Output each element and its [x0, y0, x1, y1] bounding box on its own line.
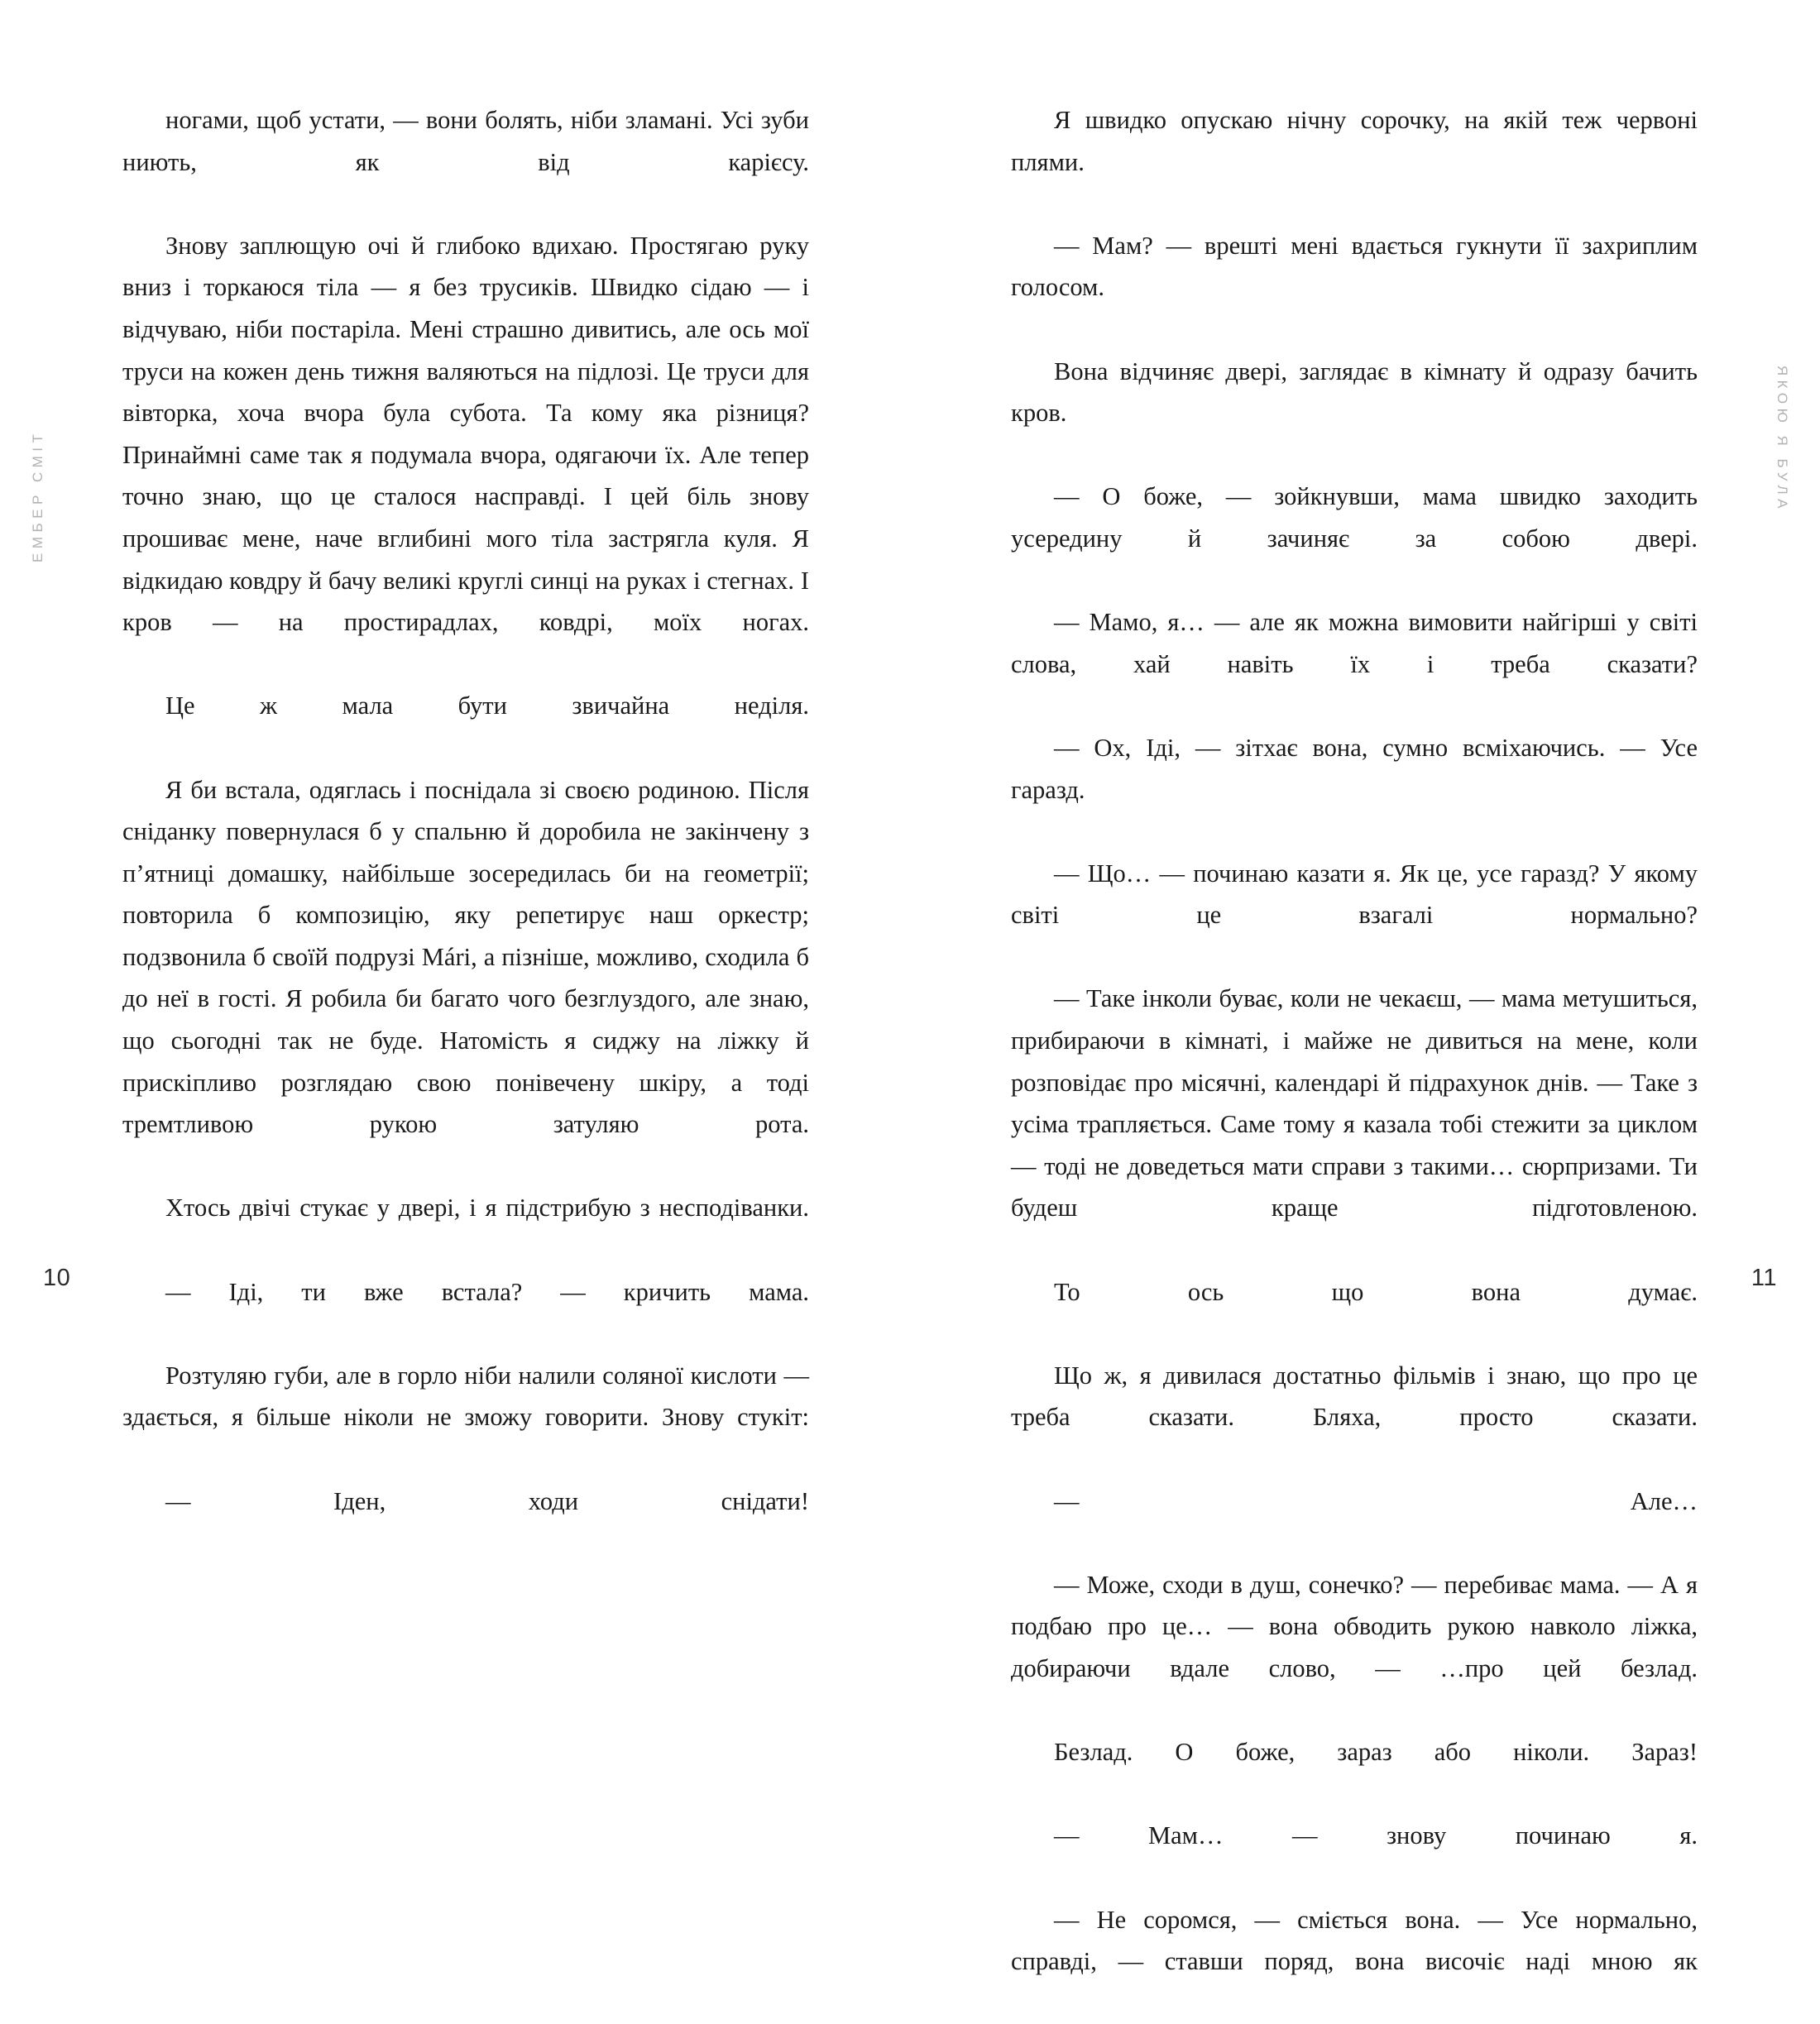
running-head-title: ЯКОЮ Я БУЛА — [1774, 365, 1790, 513]
paragraph: — Може, сходи в душ, сонечко? — перебиває мама. — А я подбаю про це… — вона обводить рукою навколо ліжка, добираючи вдале слово, — …про цей безлад. — [1011, 1570, 1698, 1682]
page-number-right: 11 — [1751, 1265, 1777, 1291]
paragraph: Розтуляю губи, але в горло ніби налили соляної кислоти — здається, я більше ніколи не зможу говорити. Знову стукіт: — [122, 1361, 809, 1432]
paragraph: — Мамо, я… — але як можна вимовити найгірші у світі слова, хай навіть їх і треба сказати? — [1011, 608, 1698, 678]
body-text-right-column — [1011, 99, 1698, 2024]
paragraph: — Ох, Іді, — зітхає вона, сумно всміхаючись. — Усе гаразд. — [1011, 733, 1698, 804]
paragraph: Я швидко опускаю нічну сорочку, на якій теж червоні плями. — [1011, 106, 1698, 176]
paragraph: — Що… — починаю казати я. Як це, усе гаразд? У якому світі це взагалі нормально? — [1011, 859, 1698, 930]
body-text-left-column — [122, 99, 809, 1564]
page-right — [910, 0, 1820, 1976]
paragraph: То ось що вона думає. — [1054, 1277, 1698, 1306]
paragraph: Я би встала, одяглась і поснідала зі своєю родиною. Після сніданку повернулася б у спальню й доробила не закінчену з п’ятниці домашку, найбільше зосередилась би на геометрії; повторила б композицію, яку репетирує наш оркестр; подзвонила б своїй подрузі Márі, а пізніше, можливо, сходила б до неї в гості. Я робила би багато чого безглуздого, але знаю, що сьогодні так не буде. Натомість я сиджу на ліжку й прискіпливо розглядаю свою понівечену шкіру, а тоді тремтливою рукою затуляю рота. — [122, 775, 809, 1139]
paragraph: — Не соромся, — сміється вона. — Усе нормально, справді, — ставши поряд, вона височіє наді мною як — [1011, 1905, 1698, 1976]
paragraph: Безлад. О боже, зараз або ніколи. Зараз! — [1054, 1738, 1698, 1767]
running-head-author: ЕМБЕР СМІТ — [30, 429, 46, 562]
paragraph: — Мам… — знову починаю я. — [1054, 1821, 1698, 1850]
paragraph: ногами, щоб устати, — вони болять, ніби зламані. Усі зуби ниють, як від карієсу. — [122, 106, 809, 176]
page-number-left: 10 — [43, 1265, 71, 1291]
paragraph: — О боже, — зойкнувши, мама швидко заходить усередину й зачиняє за собою двері. — [1011, 482, 1698, 553]
paragraph: Знову заплющую очі й глибоко вдихаю. Простягаю руку вниз і торкаюся тіла — я без трусиків. Швидко сідаю — і відчуваю, ніби постаріла. Мені страшно дивитись, але ось мої труси на кожен день тижня валяються на підлозі. Це труси для вівторка, хоча вчора була субота. Та кому яка різниця? Принаймні саме так я подумала вчора, одягаючи їх. Але тепер точно знаю, що це сталося насправді. І цей біль знову прошиває мене, наче вглибині мого тіла застрягла куля. Я відкидаю ковдру й бачу великі круглі синці на руках і стегнах. І кров — на простирадлах, ковдрі, моїх ногах. — [122, 231, 809, 637]
page-left — [0, 0, 910, 1515]
paragraph: — Іден, ходи снідати! — [165, 1486, 809, 1515]
paragraph: Хтось двічі стукає у двері, і я підстрибую з несподіванки. — [165, 1194, 809, 1223]
paragraph: — Іді, ти вже встала? — кричить мама. — [165, 1277, 809, 1306]
paragraph: — Але… — [1054, 1486, 1698, 1515]
paragraph: — Мам? — врешті мені вдається гукнути її захриплим голосом. — [1011, 231, 1698, 302]
paragraph: Що ж, я дивилася достатньо фільмів і знаю, що про це треба сказати. Бляха, просто сказати. — [1011, 1361, 1698, 1432]
paragraph: Вона відчиняє двері, заглядає в кімнату й одразу бачить кров. — [1011, 356, 1698, 428]
paragraph: Це ж мала бути звичайна неділя. — [165, 691, 809, 720]
paragraph: — Таке інколи буває, коли не чекаєш, — мама метушиться, прибираючи в кімнаті, і майже не дивиться на мене, коли розповідає про місячні, календарі й підрахунок днів. — Таке з усіма трапляється. Саме тому я казала тобі стежити за циклом — тоді не доведеться мати справи з такими… сюрпризами. Ти будеш краще підготовленою. — [1011, 984, 1698, 1223]
